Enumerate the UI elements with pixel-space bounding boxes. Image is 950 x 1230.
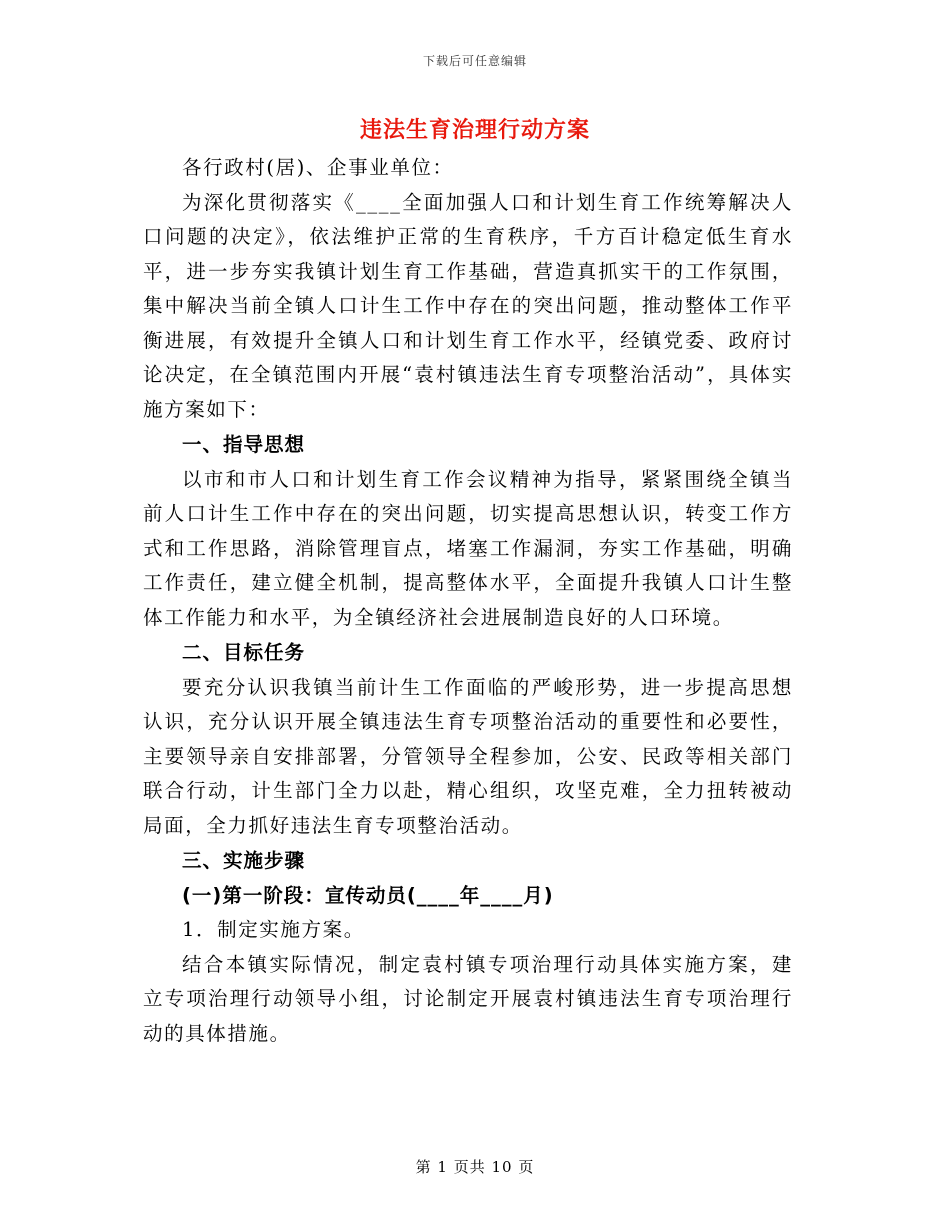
section-heading-steps: 三、实施步骤 <box>182 849 306 872</box>
phase-one-heading: (一)第一阶段：宣传动员(____年____月) <box>182 883 554 907</box>
document-title: 违法生育治理行动方案 <box>359 117 590 143</box>
goals-paragraph: 要充分认识我镇当前计生工作面临的严峻形势，进一步提高思想认识，充分认识开展全镇违法生育专项整治活动的重要性和必要性，主要领导亲自安排部署，分管领导全程参加，公安、民政等相关部门联合行动，计生部门全力以赴，精心组织，攻坚克难，全力扭转被动局面，全力抓好违法生育专项整治活动。 <box>143 675 793 837</box>
intro-paragraph: 为深化贯彻落实《____全面加强人口和计划生育工作统筹解决人口问题的决定》，依法维护正常的生育秩序，千方百计稳定低生育水平，进一步夯实我镇计划生育工作基础，营造真抓实干的工作氛围，集中解决当前全镇人口计生工作中存在的突出问题，推动整体工作平衡进展，有效提升全镇人口和计划生育工作水平，经镇党委、政府讨论决定，在全镇范围内开展“袁村镇违法生育专项整治活动”，具体实施方案如下： <box>143 190 793 421</box>
step-one-detail-paragraph: 结合本镇实际情况，制定袁村镇专项治理行动具体实施方案，建立专项治理行动领导小组，讨论制定开展袁村镇违法生育专项治理行动的具体措施。 <box>143 952 793 1045</box>
document-body <box>143 151 793 1051</box>
section-heading-guiding-ideology: 一、指导思想 <box>182 433 306 456</box>
step-one-item: 1．制定实施方案。 <box>182 918 365 941</box>
page-number-footer: 第 1 页共 10 页 <box>415 1158 535 1176</box>
guiding-ideology-paragraph: 以市和市人口和计划生育工作会议精神为指导，紧紧围绕全镇当前人口计生工作中存在的突出问题，切实提高思想认识，转变工作方式和工作思路，消除管理盲点，堵塞工作漏洞，夯实工作基础，明确工作责任，建立健全机制，提高整体水平，全面提升我镇人口计生整体工作能力和水平，为全镇经济社会进展制造良好的人口环境。 <box>143 467 793 629</box>
section-heading-goals: 二、目标任务 <box>182 641 306 664</box>
salutation: 各行政村(居)、企事业单位： <box>182 156 454 179</box>
page-header: 下载后可任意编辑 <box>422 54 527 68</box>
